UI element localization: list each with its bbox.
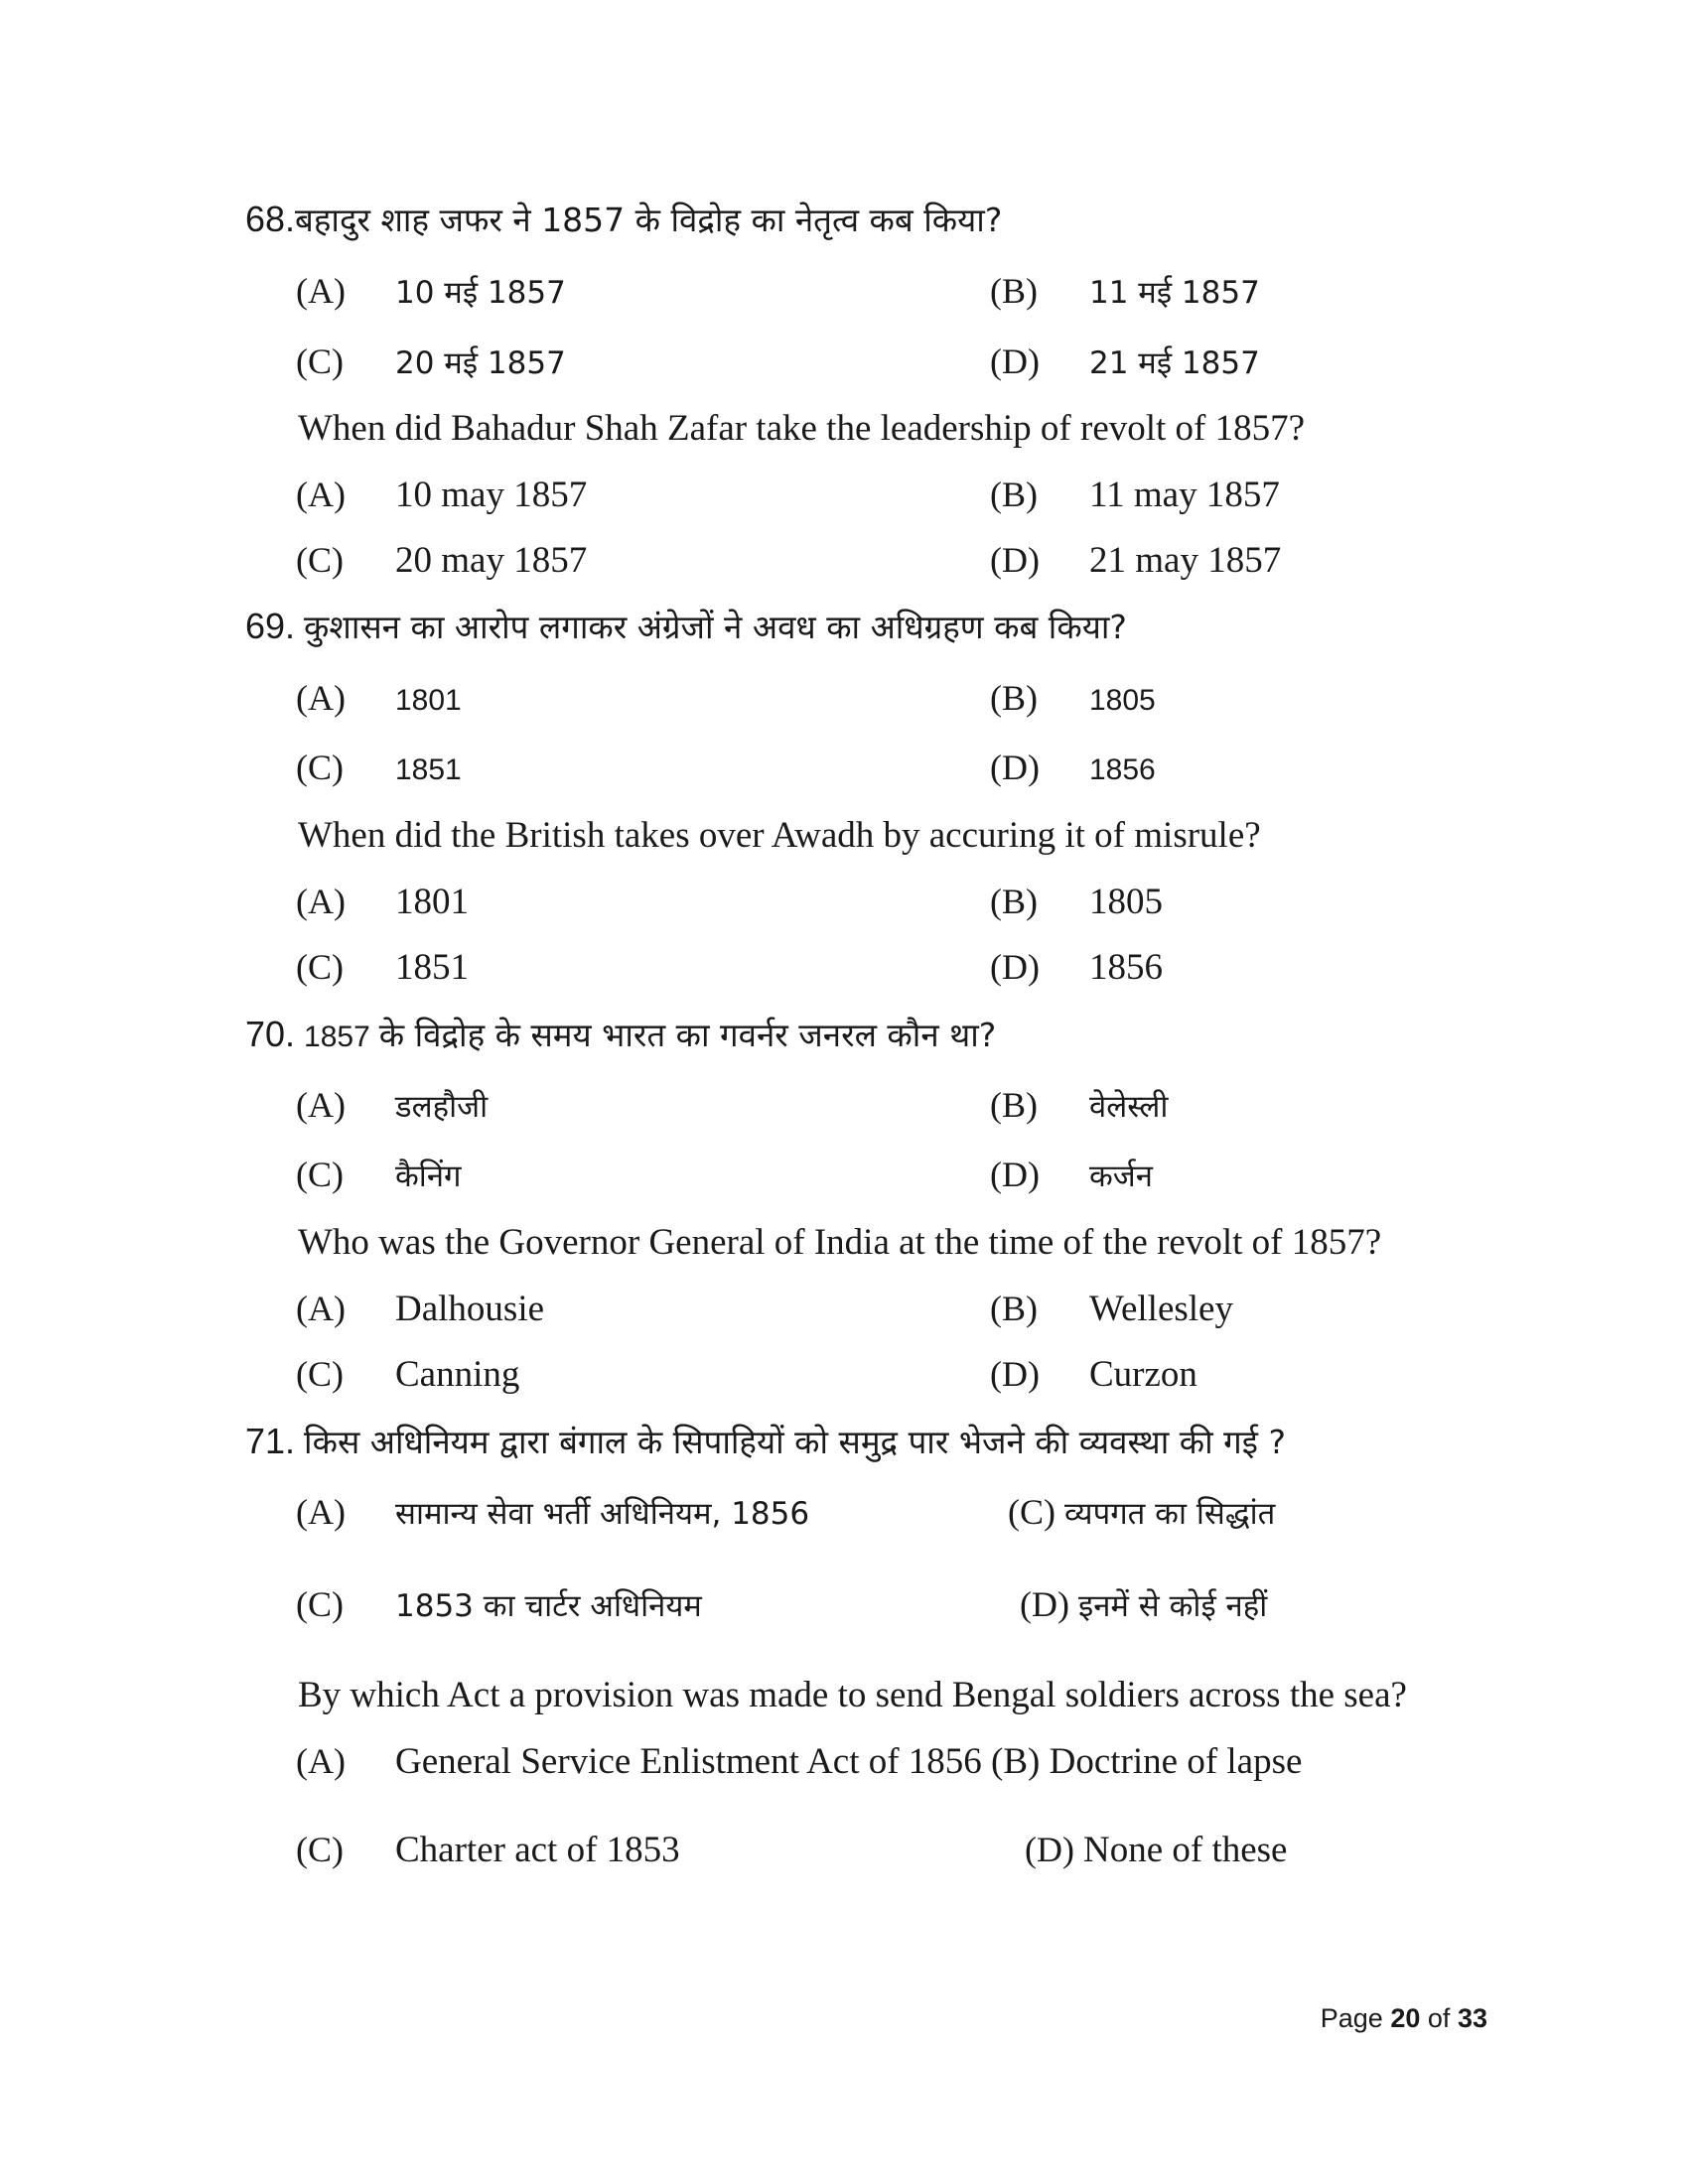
option-value: None of these (1082, 1830, 1288, 1870)
option-letter: (B) (990, 1085, 1038, 1125)
option-value: 21 मई 1857 (1089, 345, 1260, 381)
option-letter: (A) (296, 271, 346, 311)
option-letter: (D) (990, 748, 1040, 787)
option-letter: (D) (990, 947, 1040, 987)
option-letter: (D) (990, 1354, 1040, 1394)
question-year: 1857 (304, 1021, 370, 1053)
option-letter: (D) (990, 341, 1040, 381)
option-letter: (C) (296, 1155, 344, 1194)
option-value: वेलेस्ली (1089, 1089, 1169, 1125)
option-a-hindi (296, 1084, 488, 1127)
question-text-hindi: कुशासन का आरोप लगाकर अंग्रेजों ने अवध का अधिग्रहण कब किया? (304, 608, 1127, 646)
option-b-hindi (990, 1084, 1168, 1127)
question-text-hindi: किस अधिनियम द्वारा बंगाल के सिपाहियों को समुद्र पार भेजने की व्यवस्था की गई ? (304, 1423, 1286, 1461)
option-letter: (A) (296, 1289, 346, 1328)
option-letter: (D) (990, 1155, 1040, 1194)
option-letter: (C) (296, 540, 344, 580)
question-71-english: By which Act a provision was made to send Bengal soldiers across the sea? (298, 1675, 1407, 1715)
question-70-english: Who was the Governor General of India at the time of the revolt of 1857? (298, 1222, 1382, 1263)
question-69-hindi (245, 604, 1127, 648)
option-letter: (A) (296, 1741, 346, 1781)
option-value: 11 मई 1857 (1089, 275, 1260, 311)
option-value: Curzon (1089, 1354, 1197, 1395)
option-value: 1856 (1089, 753, 1156, 786)
option-c-hindi (296, 1154, 462, 1196)
option-value: 1801 (395, 882, 469, 922)
option-value: कर्जन (1089, 1159, 1154, 1194)
option-value: 1805 (1089, 882, 1163, 922)
option-a-hindi (296, 1491, 809, 1534)
page-number: 20 (1390, 2003, 1421, 2033)
option-letter: (B) (990, 882, 1038, 921)
option-d-hindi (990, 341, 1260, 383)
option-b-english (990, 881, 1163, 923)
option-d-hindi (990, 1154, 1153, 1196)
option-b-hindi (990, 270, 1260, 313)
option-letter: (C) (296, 947, 344, 987)
option-a-english (296, 881, 469, 923)
option-a-english (296, 474, 587, 516)
option-c-hindi (296, 747, 462, 788)
option-d-english (990, 1353, 1197, 1396)
page-total: 33 (1457, 2003, 1487, 2033)
question-text-hindi: बहादुर शाह जफर ने 1857 के विद्रोह का नेतृत्व कब किया? (295, 201, 1003, 239)
option-value: व्यपगत का सिद्धांत (1064, 1496, 1276, 1532)
option-value: Charter act of 1853 (395, 1830, 680, 1870)
option-value: 1851 (395, 753, 462, 786)
option-letter: (C) (296, 748, 344, 787)
option-value: 20 मई 1857 (395, 345, 566, 381)
option-value: कैनिंग (395, 1159, 462, 1194)
option-letter: (B) (990, 271, 1038, 311)
option-letter: (B) (990, 678, 1038, 718)
option-value: 10 may 1857 (395, 475, 588, 515)
option-c-hindi (296, 341, 566, 383)
option-d-hindi (990, 747, 1156, 788)
option-a-hindi (296, 677, 462, 719)
option-b-hindi (990, 677, 1156, 719)
option-b-english (990, 1288, 1233, 1330)
question-text-hindi: के विद्रोह के समय भारत का गवर्नर जनरल कौन था? (378, 1016, 997, 1054)
option-value: Dalhousie (395, 1289, 545, 1329)
option-letter: (D) (1020, 1584, 1069, 1624)
option-c-english (296, 1353, 519, 1396)
option-value: Wellesley (1089, 1289, 1233, 1329)
option-d-hindi (1020, 1583, 1267, 1626)
option-c-hindi-alt (1008, 1491, 1275, 1534)
option-value: 21 may 1857 (1089, 540, 1282, 581)
question-number: 69. (245, 606, 296, 646)
option-letter: (B) (990, 475, 1038, 514)
option-letter: (C) (296, 1830, 344, 1869)
option-value: General Service Enlistment Act of 1856 (B) Doctrine of lapse (395, 1741, 1303, 1782)
question-70-hindi (245, 1012, 996, 1056)
option-b-english (990, 474, 1280, 516)
question-71-hindi (245, 1419, 1286, 1463)
page-footer (1321, 2003, 1487, 2034)
option-letter: (A) (296, 678, 346, 718)
option-d-english (1025, 1829, 1287, 1871)
option-value: सामान्य सेवा भर्ती अधिनियम, 1856 (395, 1496, 810, 1532)
option-letter: (D) (1025, 1830, 1074, 1869)
option-d-english (990, 946, 1163, 989)
question-number: 71. (245, 1421, 296, 1461)
option-letter: (C) (296, 1584, 344, 1624)
option-letter: (A) (296, 1085, 346, 1125)
option-c-hindi (296, 1583, 702, 1626)
option-letter: (C) (296, 1354, 344, 1394)
question-number: 70. (245, 1014, 296, 1054)
option-letter: (D) (990, 540, 1040, 580)
question-68-hindi (245, 197, 1002, 241)
option-d-english (990, 539, 1281, 582)
option-value: Canning (395, 1354, 520, 1395)
option-a-hindi (296, 270, 566, 313)
option-a-english (296, 1288, 544, 1330)
option-value: 1853 का चार्टर अधिनियम (395, 1588, 702, 1624)
option-letter: (A) (296, 475, 346, 514)
question-number: 68. (245, 199, 296, 239)
option-a-english (296, 1740, 1302, 1783)
question-69-english: When did the British takes over Awadh by accuring it of misrule? (298, 815, 1261, 856)
option-value: डलहौजी (395, 1089, 489, 1125)
of-label: of (1427, 2003, 1451, 2033)
option-c-english (296, 1829, 680, 1871)
option-letter: (A) (296, 882, 346, 921)
option-value: 1805 (1089, 684, 1156, 717)
option-value: 1851 (395, 947, 469, 988)
option-value: 1856 (1089, 947, 1163, 988)
option-value: 1801 (395, 684, 462, 717)
page-label: Page (1320, 2003, 1383, 2033)
option-value: इनमें से कोई नहीं (1077, 1588, 1268, 1624)
option-value: 10 मई 1857 (395, 275, 566, 311)
option-c-english (296, 946, 469, 989)
option-letter: (C) (296, 341, 344, 381)
option-letter: (A) (296, 1492, 346, 1532)
option-c-english (296, 539, 587, 582)
question-68-english: When did Bahadur Shah Zafar take the leadership of revolt of 1857? (298, 408, 1306, 449)
option-letter: (C) (1008, 1492, 1055, 1532)
option-value: 11 may 1857 (1089, 475, 1280, 515)
option-letter: (B) (990, 1289, 1038, 1328)
option-value: 20 may 1857 (395, 540, 588, 581)
